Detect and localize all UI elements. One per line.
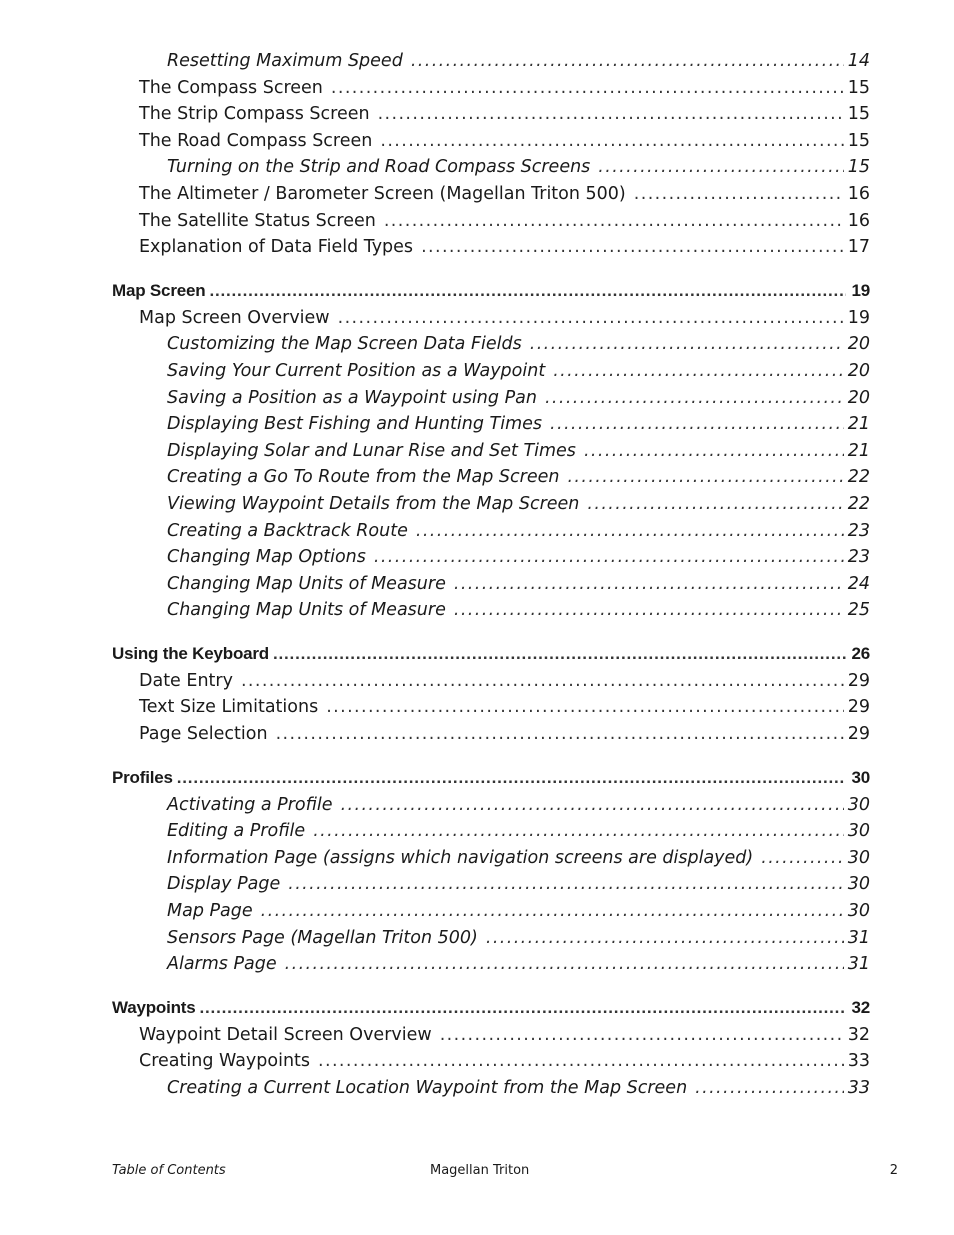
toc-entry-title: Turning on the Strip and Road Compass Screens <box>167 157 591 178</box>
toc-entry[interactable] <box>167 464 870 490</box>
toc-entry[interactable] <box>167 845 870 871</box>
dot-leader <box>454 597 844 623</box>
toc-entry-page-number: 21 <box>847 440 870 461</box>
toc-entry-page-number: 24 <box>847 573 870 594</box>
dot-leader <box>276 721 844 747</box>
toc-entry-title: Customizing the Map Screen Data Fields <box>167 334 522 355</box>
toc-entry[interactable] <box>167 48 870 74</box>
dot-leader <box>411 48 844 74</box>
toc-chapter-entry[interactable] <box>112 641 870 667</box>
toc-entry-page-number: 15 <box>847 77 870 98</box>
toc-entry-title: Displaying Best Fishing and Hunting Times <box>167 414 543 435</box>
dot-leader <box>545 385 844 411</box>
dot-leader <box>598 154 843 180</box>
dot-leader <box>384 208 844 234</box>
toc-entry-title: Waypoint Detail Screen Overview <box>139 1024 432 1045</box>
dot-leader <box>695 1075 844 1101</box>
page-footer <box>0 1163 954 1183</box>
dot-leader <box>177 765 846 791</box>
dot-leader <box>486 925 844 951</box>
toc-entry-page-number: 19 <box>851 281 870 301</box>
toc-entry-title: The Road Compass Screen <box>139 130 373 151</box>
toc-entry-title: Viewing Waypoint Details from the Map Screen <box>167 493 580 514</box>
toc-entry-page-number: 20 <box>847 360 870 381</box>
toc-entry-title: Activating a Profile <box>167 794 333 815</box>
toc-entry-title: Text Size Limitations <box>139 697 319 718</box>
toc-entry[interactable] <box>167 571 870 597</box>
toc-entry-page-number: 20 <box>847 334 870 355</box>
toc-entry[interactable] <box>167 871 870 897</box>
toc-entry[interactable] <box>139 128 870 154</box>
toc-entry-page-number: 15 <box>847 130 870 151</box>
dot-leader <box>261 898 844 924</box>
toc-entry[interactable] <box>167 544 870 570</box>
toc-entry-title: Creating a Go To Route from the Map Screen <box>167 467 560 488</box>
toc-entry-title: The Altimeter / Barometer Screen (Magellan Triton 500) <box>139 184 626 204</box>
toc-entry-page-number: 32 <box>847 1024 870 1045</box>
toc-entry-page-number: 22 <box>847 493 870 514</box>
toc-entry-page-number: 30 <box>847 874 870 895</box>
toc-entry[interactable] <box>139 305 870 331</box>
dot-leader <box>454 571 844 597</box>
footer-section-title: Table of Contents <box>112 1163 226 1178</box>
dot-leader <box>331 75 844 101</box>
toc-entry[interactable] <box>167 818 870 844</box>
toc-entry[interactable] <box>167 385 870 411</box>
toc-entry[interactable] <box>167 331 870 357</box>
toc-chapter-entry[interactable] <box>112 995 870 1021</box>
toc-entry-page-number: 26 <box>851 644 870 664</box>
toc-entry-page-number: 16 <box>847 210 870 231</box>
footer-page-number: 2 <box>889 1163 898 1178</box>
toc-entry[interactable] <box>167 438 870 464</box>
toc-entry-title: Changing Map Options <box>167 547 366 568</box>
toc-entry-title: Saving a Position as a Waypoint using Pan <box>167 387 537 408</box>
dot-leader <box>584 438 844 464</box>
toc-entry-page-number: 31 <box>847 954 870 975</box>
toc-entry-page-number: 33 <box>847 1077 870 1098</box>
dot-leader <box>587 491 843 517</box>
footer-product-name: Magellan Triton <box>430 1163 530 1178</box>
dot-leader <box>241 668 844 694</box>
toc-entry-page-number: 32 <box>851 998 870 1017</box>
toc-entry-page-number: 23 <box>847 520 870 541</box>
toc-entry-page-number: 33 <box>847 1051 870 1072</box>
dot-leader <box>440 1022 844 1048</box>
toc-entry-title: Resetting Maximum Speed <box>167 51 403 71</box>
dot-leader <box>326 694 844 720</box>
dot-leader <box>416 518 844 544</box>
toc-entry[interactable] <box>167 792 870 818</box>
dot-leader <box>288 871 843 897</box>
dot-leader <box>761 845 843 871</box>
toc-entry[interactable] <box>167 925 870 951</box>
dot-leader <box>338 305 844 331</box>
toc-entry-page-number: 17 <box>847 237 870 258</box>
toc-entry-page-number: 30 <box>847 900 870 921</box>
toc-entry[interactable] <box>167 154 870 180</box>
toc-entry-title: Explanation of Data Field Types <box>139 237 414 258</box>
toc-entry-page-number: 30 <box>847 821 870 842</box>
toc-entry-title: Changing Map Units of Measure <box>167 600 446 621</box>
toc-entry[interactable] <box>167 951 870 977</box>
toc-entry[interactable] <box>167 597 870 623</box>
toc-entry-title: Alarms Page <box>167 954 277 975</box>
toc-entry-title: Profiles <box>112 767 173 787</box>
dot-leader <box>341 792 844 818</box>
toc-entry-page-number: 15 <box>847 104 870 125</box>
toc-entry-page-number: 29 <box>847 724 870 744</box>
dot-leader <box>567 464 843 490</box>
toc-entry-page-number: 31 <box>847 927 870 948</box>
toc-entry-title: Using the Keyboard <box>112 644 269 664</box>
toc-entry-page-number: 16 <box>847 184 870 204</box>
toc-entry-title: Display Page <box>167 874 281 895</box>
toc-entry[interactable] <box>139 101 870 127</box>
toc-entry[interactable] <box>167 358 870 384</box>
dot-leader <box>530 331 844 357</box>
toc-entry-page-number: 21 <box>847 414 870 435</box>
toc-entry-page-number: 15 <box>847 157 870 178</box>
toc-entry-title: The Satellite Status Screen <box>139 210 376 231</box>
dot-leader <box>200 995 846 1021</box>
toc-entry-page-number: 30 <box>847 847 870 868</box>
toc-entry[interactable] <box>139 181 870 207</box>
toc-entry-title: Map Screen Overview <box>139 307 330 328</box>
toc-entry-title: Page Selection <box>139 724 268 744</box>
toc-entry-page-number: 30 <box>851 767 870 787</box>
toc-entry-page-number: 25 <box>847 600 870 621</box>
dot-leader <box>380 128 843 154</box>
toc-chapter-entry[interactable] <box>112 278 870 304</box>
toc-entry-title: Map Screen <box>112 281 206 301</box>
dot-leader <box>285 951 844 977</box>
toc-entry-page-number: 29 <box>847 670 870 691</box>
toc-entry-page-number: 29 <box>847 697 870 718</box>
toc-entry[interactable] <box>139 694 870 720</box>
toc-entry-title: Sensors Page (Magellan Triton 500) <box>167 927 478 948</box>
toc-entry-page-number: 23 <box>847 547 870 568</box>
dot-leader <box>209 278 846 304</box>
dot-leader <box>374 544 844 570</box>
toc-entry[interactable] <box>167 411 870 437</box>
toc-entry-title: The Compass Screen <box>139 77 323 98</box>
toc-entry-title: Date Entry <box>139 670 233 691</box>
toc-entry[interactable] <box>167 518 870 544</box>
toc-entry-page-number: 30 <box>847 794 870 815</box>
toc-entry[interactable] <box>139 234 870 260</box>
toc-entry[interactable] <box>139 1022 870 1048</box>
toc-entry[interactable] <box>167 898 870 924</box>
toc-entry-title: Displaying Solar and Lunar Rise and Set Times <box>167 440 576 461</box>
toc-entry-title: Creating Waypoints <box>139 1051 311 1072</box>
dot-leader <box>553 358 844 384</box>
toc-entry-title: Information Page (assigns which navigation screens are displayed) <box>167 847 754 868</box>
toc-entry-title: Editing a Profile <box>167 821 306 842</box>
toc-entry[interactable] <box>167 1075 870 1101</box>
dot-leader <box>273 641 846 667</box>
toc-entry[interactable] <box>139 208 870 234</box>
dot-leader <box>421 234 844 260</box>
toc-chapter-entry[interactable] <box>112 765 870 791</box>
dot-leader <box>313 818 844 844</box>
toc-entry[interactable] <box>167 491 870 517</box>
dot-leader <box>634 181 844 207</box>
toc-entry-title: Changing Map Units of Measure <box>167 573 446 594</box>
toc-entry[interactable] <box>139 1048 870 1074</box>
toc-entry-title: Creating a Backtrack Route <box>167 520 408 541</box>
dot-leader <box>378 101 844 127</box>
dot-leader <box>318 1048 844 1074</box>
toc-entry-title: Waypoints <box>112 998 196 1017</box>
toc-entry[interactable] <box>139 721 870 747</box>
toc-entry-title: Map Page <box>167 900 253 921</box>
toc-entry-title: Creating a Current Location Waypoint from the Map Screen <box>167 1077 688 1098</box>
toc-entry-page-number: 22 <box>847 467 870 488</box>
toc-entry-title: The Strip Compass Screen <box>139 104 370 125</box>
toc-entry-title: Saving Your Current Position as a Waypoint <box>167 360 546 381</box>
toc-entry-page-number: 19 <box>847 307 870 328</box>
toc-entry-page-number: 14 <box>847 51 870 71</box>
toc-entry-page-number: 20 <box>847 387 870 408</box>
toc-entry[interactable] <box>139 668 870 694</box>
dot-leader <box>550 411 844 437</box>
toc-entry[interactable] <box>139 75 870 101</box>
